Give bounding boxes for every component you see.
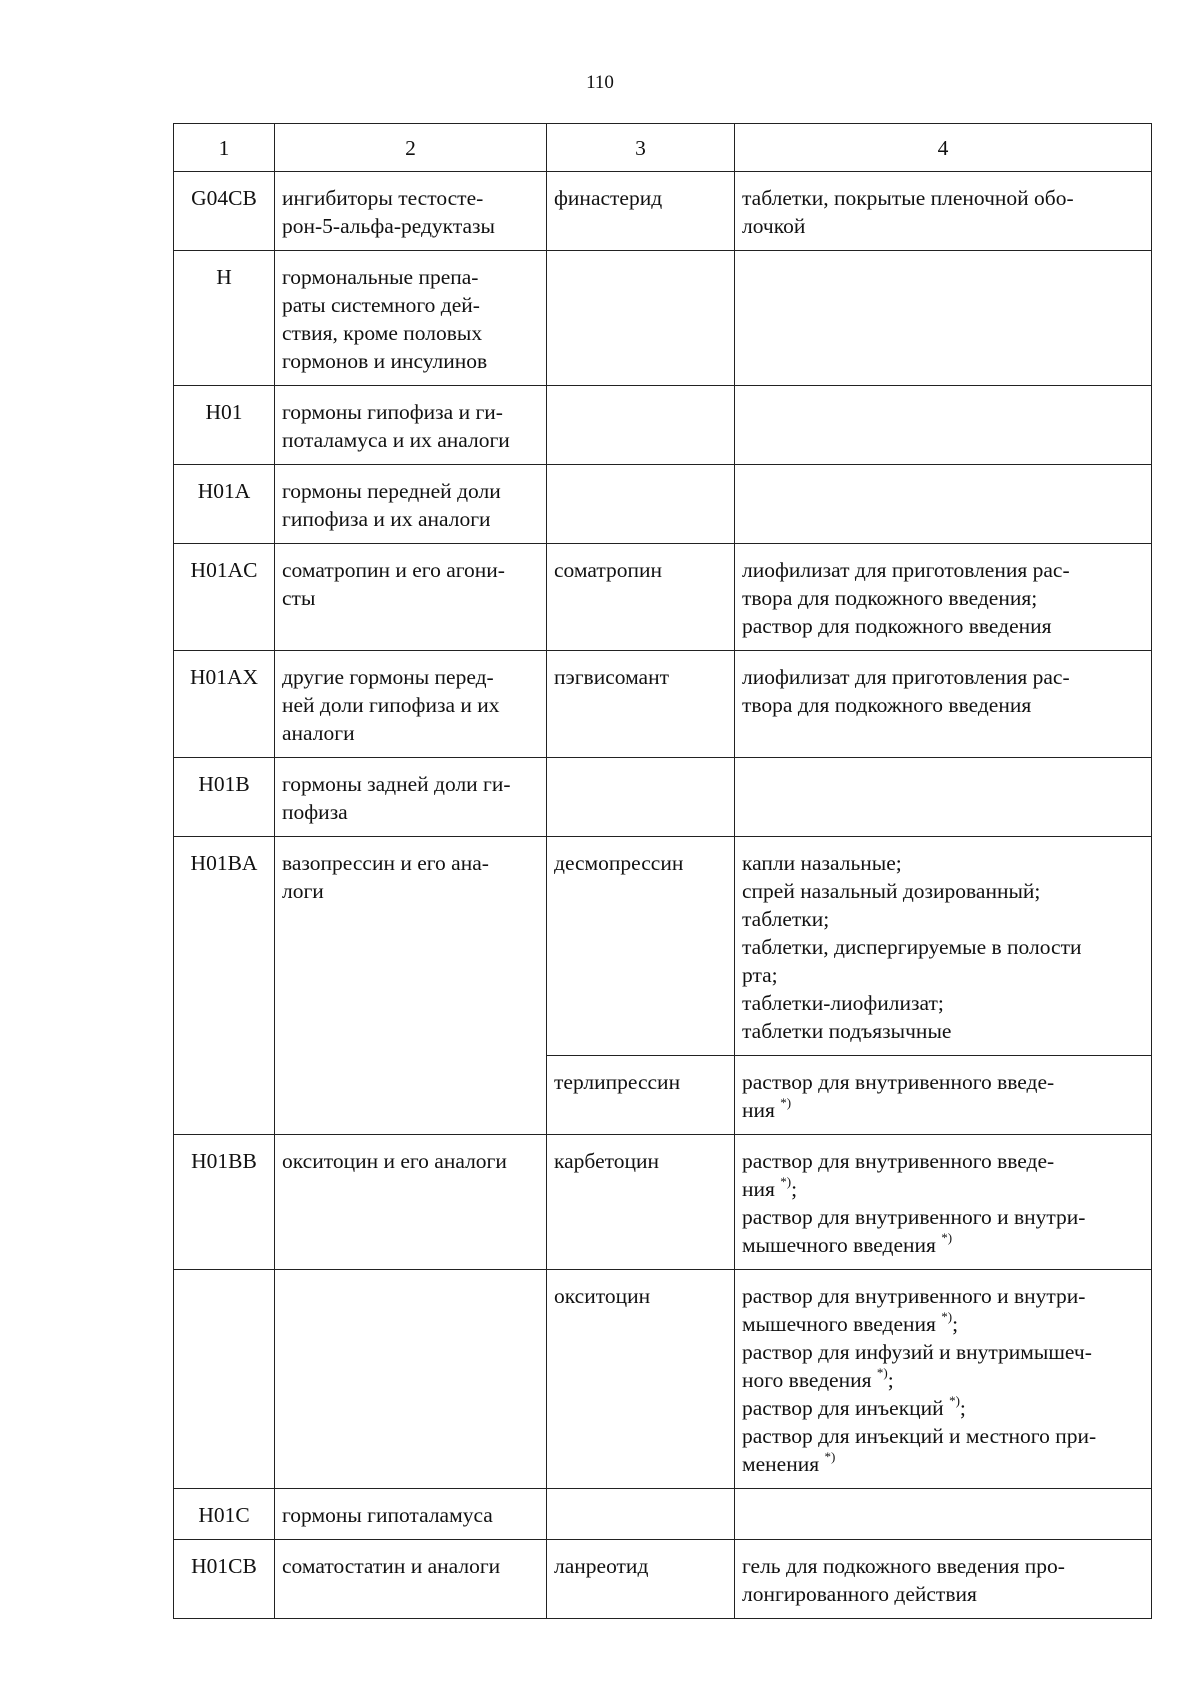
dosage-form-line — [742, 1450, 1145, 1478]
footnote-mark: *) — [780, 1094, 792, 1110]
dosage-form-line — [742, 1175, 1145, 1203]
dosage-form-text: раствор для инъекций и местного при- — [742, 1424, 1097, 1448]
table-row — [174, 1135, 1152, 1270]
group-name-line: соматостатин и аналоги — [282, 1554, 501, 1578]
group-name-line: гормоны задней доли ги- — [282, 772, 511, 796]
atc-code-cell: H01CB — [174, 1540, 275, 1619]
group-name-cell — [275, 1270, 547, 1489]
header-cell-1: 1 — [174, 124, 275, 172]
group-name-line: сты — [282, 586, 316, 610]
group-name-line: другие гормоны перед- — [282, 665, 494, 689]
group-name-line: ингибиторы тестосте- — [282, 186, 484, 210]
drug-name-cell — [547, 251, 735, 386]
dosage-form-cell — [735, 465, 1152, 544]
drug-name-cell: пэгвисомант — [547, 651, 735, 758]
dosage-form-text: раствор для внутривенного и внутри- — [742, 1284, 1086, 1308]
header-cell-2: 2 — [275, 124, 547, 172]
group-name-cell — [275, 758, 547, 837]
group-name-line: вазопрессин и его ана- — [282, 851, 489, 875]
group-name-line: гормоны гипоталамуса — [282, 1503, 493, 1527]
group-name-line: гормоны гипофиза и ги- — [282, 400, 503, 424]
drug-table — [173, 123, 1152, 1619]
dosage-form-line — [742, 691, 1145, 719]
dosage-form-line — [742, 1096, 1145, 1124]
dosage-form-text: лиофилизат для приготовления рас- — [742, 665, 1070, 689]
dosage-form-punct: ; — [791, 1177, 798, 1201]
header-cell-4: 4 — [735, 124, 1152, 172]
footnote-mark: *) — [941, 1308, 953, 1324]
dosage-form-text: раствор для внутривенного введе- — [742, 1070, 1055, 1094]
dosage-form-cell — [735, 758, 1152, 837]
dosage-form-line — [742, 1282, 1145, 1310]
atc-code-cell: G04CB — [174, 172, 275, 251]
dosage-form-punct: ; — [952, 1312, 959, 1336]
atc-code-cell: H01C — [174, 1489, 275, 1540]
group-name-cell — [275, 837, 547, 1135]
group-name-line: пофиза — [282, 800, 348, 824]
drug-name-cell — [547, 386, 735, 465]
group-name-line: ствия, кроме половых — [282, 321, 483, 345]
dosage-form-cell — [735, 1056, 1152, 1135]
atc-code-cell: H01 — [174, 386, 275, 465]
dosage-form-line — [742, 184, 1145, 212]
dosage-form-line — [742, 905, 1145, 933]
dosage-form-line — [742, 1338, 1145, 1366]
footnote-mark: *) — [949, 1392, 960, 1408]
header-cell-3: 3 — [547, 124, 735, 172]
dosage-form-line — [742, 1552, 1145, 1580]
dosage-form-line — [742, 989, 1145, 1017]
dosage-form-cell — [735, 386, 1152, 465]
dosage-form-line — [742, 1147, 1145, 1175]
dosage-form-line — [742, 663, 1145, 691]
footnote-mark: *) — [780, 1173, 792, 1189]
group-name-cell — [275, 651, 547, 758]
dosage-form-cell — [735, 1540, 1152, 1619]
atc-code-cell: H — [174, 251, 275, 386]
dosage-form-line — [742, 584, 1145, 612]
dosage-form-text: раствор для внутривенного введе- — [742, 1149, 1055, 1173]
dosage-form-cell — [735, 837, 1152, 1056]
dosage-form-text: таблетки, диспергируемые в полости — [742, 935, 1082, 959]
dosage-form-text: лонгированного действия — [742, 1582, 977, 1606]
dosage-form-text: ного введения — [742, 1368, 877, 1392]
group-name-line: соматропин и его агони- — [282, 558, 505, 582]
dosage-form-line — [742, 1580, 1145, 1608]
group-name-cell — [275, 386, 547, 465]
dosage-form-line — [742, 1231, 1145, 1259]
drug-name-cell — [547, 758, 735, 837]
table-body — [174, 172, 1152, 1619]
atc-code-cell: H01AC — [174, 544, 275, 651]
group-name-cell — [275, 1540, 547, 1619]
dosage-form-text: гель для подкожного введения про- — [742, 1554, 1065, 1578]
dosage-form-text: таблетки, покрытые пленочной обо- — [742, 186, 1074, 210]
drug-name-cell: десмопрессин — [547, 837, 735, 1056]
table-row — [174, 1540, 1152, 1619]
table-row — [174, 465, 1152, 544]
dosage-form-line — [742, 933, 1145, 961]
group-name-line: поталамуса и их аналоги — [282, 428, 510, 452]
table-row — [174, 1270, 1152, 1489]
drug-name-cell — [547, 1489, 735, 1540]
dosage-form-text: лиофилизат для приготовления рас- — [742, 558, 1070, 582]
dosage-form-line — [742, 212, 1145, 240]
page-number: 110 — [586, 72, 614, 93]
group-name-line: окситоцин и его аналоги — [282, 1149, 507, 1173]
dosage-form-text: менения — [742, 1452, 825, 1476]
dosage-form-text: твора для подкожного введения; — [742, 586, 1038, 610]
group-name-line: гормонов и инсулинов — [282, 349, 488, 373]
group-name-line: аналоги — [282, 721, 355, 745]
footnote-mark: *) — [876, 1364, 888, 1380]
dosage-form-cell — [735, 172, 1152, 251]
atc-code-cell: H01B — [174, 758, 275, 837]
dosage-form-line — [742, 961, 1145, 989]
dosage-form-line — [742, 849, 1145, 877]
dosage-form-line — [742, 1017, 1145, 1045]
dosage-form-text: рта; — [742, 963, 778, 987]
dosage-form-text: раствор для инъекций — [742, 1396, 950, 1420]
dosage-form-text: капли назальные; — [742, 851, 902, 875]
table-row — [174, 758, 1152, 837]
dosage-form-line — [742, 877, 1145, 905]
dosage-form-line — [742, 1203, 1145, 1231]
group-name-cell — [275, 172, 547, 251]
group-name-cell — [275, 1489, 547, 1540]
dosage-form-text: таблетки; — [742, 907, 830, 931]
dosage-form-text: раствор для внутривенного и внутри- — [742, 1205, 1086, 1229]
group-name-cell — [275, 251, 547, 386]
dosage-form-line — [742, 1394, 1145, 1422]
table-row — [174, 386, 1152, 465]
atc-code-cell — [174, 1270, 275, 1489]
dosage-form-line — [742, 612, 1145, 640]
footnote-mark: *) — [824, 1448, 836, 1464]
dosage-form-cell — [735, 651, 1152, 758]
dosage-form-cell — [735, 1489, 1152, 1540]
drug-name-cell: финастерид — [547, 172, 735, 251]
dosage-form-cell — [735, 251, 1152, 386]
group-name-cell — [275, 465, 547, 544]
dosage-form-line — [742, 1366, 1145, 1394]
dosage-form-text: раствор для инфузий и внутримышеч- — [742, 1340, 1092, 1364]
dosage-form-line — [742, 556, 1145, 584]
table-row — [174, 651, 1152, 758]
dosage-form-text: мышечного введения — [742, 1233, 942, 1257]
atc-code-cell: H01A — [174, 465, 275, 544]
dosage-form-text: ния — [742, 1098, 781, 1122]
group-name-line: логи — [282, 879, 324, 903]
drug-name-cell: окситоцин — [547, 1270, 735, 1489]
dosage-form-text: твора для подкожного введения — [742, 693, 1032, 717]
dosage-form-text: таблетки подъязычные — [742, 1019, 952, 1043]
footnote-mark: *) — [941, 1229, 953, 1245]
table-row — [174, 544, 1152, 651]
dosage-form-punct: ; — [887, 1368, 894, 1392]
dosage-form-line — [742, 1068, 1145, 1096]
drug-name-cell: ланреотид — [547, 1540, 735, 1619]
drug-name-cell: карбетоцин — [547, 1135, 735, 1270]
dosage-form-punct: ; — [959, 1396, 966, 1420]
drug-name-cell — [547, 465, 735, 544]
group-name-cell — [275, 544, 547, 651]
drug-name-cell: соматропин — [547, 544, 735, 651]
atc-code-cell: H01BB — [174, 1135, 275, 1270]
group-name-line: ней доли гипофиза и их — [282, 693, 500, 717]
dosage-form-cell — [735, 1135, 1152, 1270]
group-name-line: рон-5-альфа-редуктазы — [282, 214, 495, 238]
dosage-form-cell — [735, 1270, 1152, 1489]
dosage-form-text: лочкой — [742, 214, 806, 238]
table-row — [174, 837, 1152, 1056]
group-name-line: гипофиза и их аналоги — [282, 507, 491, 531]
dosage-form-text: спрей назальный дозированный; — [742, 879, 1041, 903]
dosage-form-text: раствор для подкожного введения — [742, 614, 1052, 638]
group-name-cell — [275, 1135, 547, 1270]
atc-code-cell: H01BA — [174, 837, 275, 1135]
dosage-form-cell — [735, 544, 1152, 651]
dosage-form-text: таблетки-лиофилизат; — [742, 991, 944, 1015]
dosage-form-line — [742, 1422, 1145, 1450]
group-name-line: гормоны передней доли — [282, 479, 501, 503]
group-name-line: гормональные препа- — [282, 265, 479, 289]
table-row — [174, 1489, 1152, 1540]
atc-code-cell: H01AX — [174, 651, 275, 758]
table-row — [174, 251, 1152, 386]
group-name-line: раты системного дей- — [282, 293, 480, 317]
dosage-form-line — [742, 1310, 1145, 1338]
table-row — [174, 172, 1152, 251]
drug-name-cell: терлипрессин — [547, 1056, 735, 1135]
header-row — [174, 124, 1152, 172]
dosage-form-text: ния — [742, 1177, 781, 1201]
dosage-form-text: мышечного введения — [742, 1312, 942, 1336]
